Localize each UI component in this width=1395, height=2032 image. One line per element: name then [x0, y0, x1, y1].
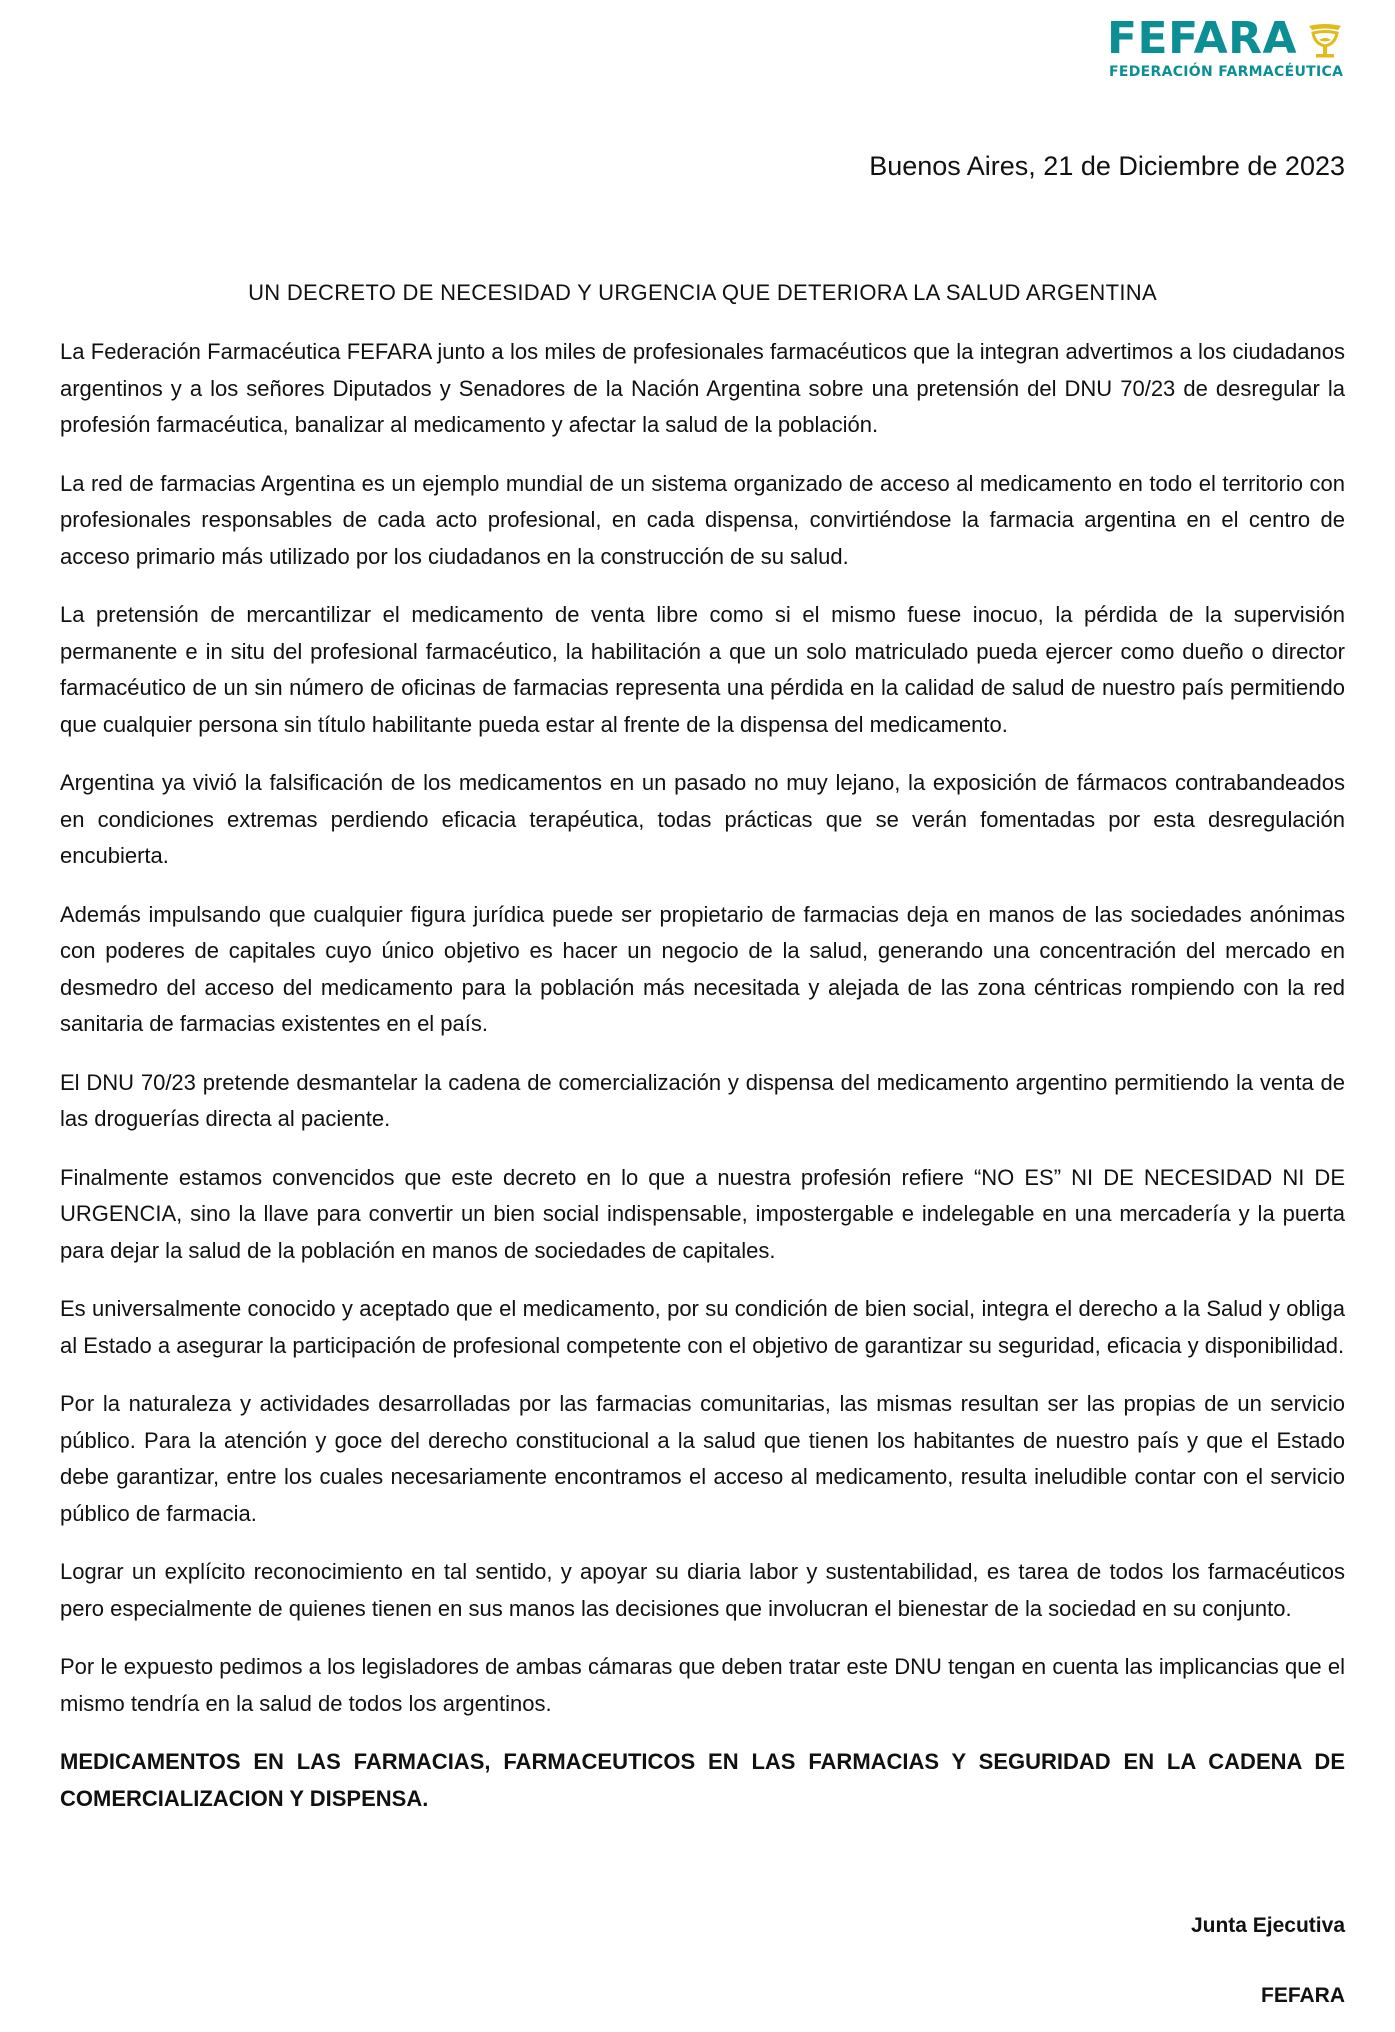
signature-fefara: FEFARA [1261, 1984, 1345, 2007]
paragraph: El DNU 70/23 pretende desmantelar la cadena de comercialización y dispensa del medicamento argentino permitiendo la venta de las droguerías directa al paciente. [60, 1069, 1345, 1131]
paragraph: Además impulsando que cualquier figura jurídica puede ser propietario de farmacias deja en manos de las sociedades anónimas con poderes de capitales cuyo único objetivo es hacer un negocio de la salud, generando una concentración del mercado en desmedro del acceso del medicamento para la población más necesitada y alejada de las zona céntricas rompiendo con la red sanitaria de farmacias existentes en el país. [60, 901, 1345, 1036]
paragraph: La pretensión de mercantilizar el medicamento de venta libre como si el mismo fuese inocuo, la pérdida de la supervisión permanente e in situ del profesional farmacéutico, la habilitación a que un solo matriculado pueda ejercer como dueño o director farmacéutico de un sin número de oficinas de farmacias representa una pérdida en la calidad de salud de nuestro país permitiendo que cualquier persona sin título habilitante pueda estar al frente de la dispensa del medicamento. [60, 602, 1345, 737]
paragraph: Argentina ya vivió la falsificación de los medicamentos en un pasado no muy lejano, la exposición de fármacos contrabandeados en condiciones extremas perdiendo eficacia terapéutica, todas prácticas que se verán fomentadas por esta desregulación encubierta. [60, 770, 1345, 868]
logo-subtitle: FEDERACIÓN FARMACÉUTICA [1109, 64, 1344, 80]
fefara-logo [1107, 13, 1357, 82]
document-title: UN DECRETO DE NECESIDAD Y URGENCIA QUE DETERIORA LA SALUD ARGENTINA [248, 280, 1157, 305]
paragraph: La Federación Farmacéutica FEFARA junto a los miles de profesionales farmacéuticos que la integran advertimos a los ciudadanos argentinos y a los señores Diputados y Senadores de la Nación Argentina sobre una pretensión del DNU 70/23 de desregular la profesión farmacéutica, banalizar al medicamento y afectar la salud de la población. [60, 339, 1345, 437]
signature-junta: Junta Ejecutiva [1190, 1914, 1345, 1937]
closing-slogan: MEDICAMENTOS EN LAS FARMACIAS, FARMACEUTICOS EN LAS FARMACIAS Y SEGURIDAD EN LA CADENA DE COMERCIALIZACION Y DISPENSA. [60, 1749, 1345, 1811]
paragraph: Por le expuesto pedimos a los legisladores de ambas cámaras que deben tratar este DNU tengan en cuenta las implicancias que el mismo tendría en la salud de todos los argentinos. [60, 1654, 1345, 1716]
document-body [60, 334, 1345, 1839]
logo-wordmark: FEFARA [1107, 13, 1298, 64]
pharmacy-cup-icon [1305, 22, 1345, 60]
paragraph: Es universalmente conocido y aceptado que el medicamento, por su condición de bien social, integra el derecho a la Salud y obliga al Estado a asegurar la participación de profesional competente con el objetivo de garantizar su seguridad, eficacia y disponibilidad. [60, 1296, 1345, 1358]
paragraph: La red de farmacias Argentina es un ejemplo mundial de un sistema organizado de acceso al medicamento en todo el territorio con profesionales responsables de cada acto profesional, en cada dispensa, convirtiéndose la farmacia argentina en el centro de acceso primario más utilizado por los ciudadanos en la construcción de su salud. [60, 470, 1345, 569]
date-line: Buenos Aires, 21 de Diciembre de 2023 [869, 151, 1345, 181]
paragraph: Lograr un explícito reconocimiento en tal sentido, y apoyar su diaria labor y sustentabilidad, es tarea de todos los farmacéuticos pero especialmente de quienes tienen en sus manos las decisiones que involucran el bienestar de la sociedad en su conjunto. [60, 1559, 1345, 1621]
paragraph: Por la naturaleza y actividades desarrolladas por las farmacias comunitarias, las mismas resultan ser las propias de un servicio público. Para la atención y goce del derecho constitucional a la salud que tienen los habitantes de nuestro país y que el Estado debe garantizar, entre los cuales necesariamente encontramos el acceso al medicamento, resulta ineludible contar con el servicio público de farmacia. [60, 1391, 1345, 1526]
paragraph: Finalmente estamos convencidos que este decreto en lo que a nuestra profesión refiere “NO ES” NI DE NECESIDAD NI DE URGENCIA, sino la llave para convertir un bien social indispensable, impostergable e indelegable en una mercadería y la puerta para dejar la salud de la población en manos de sociedades de capitales. [60, 1164, 1345, 1263]
